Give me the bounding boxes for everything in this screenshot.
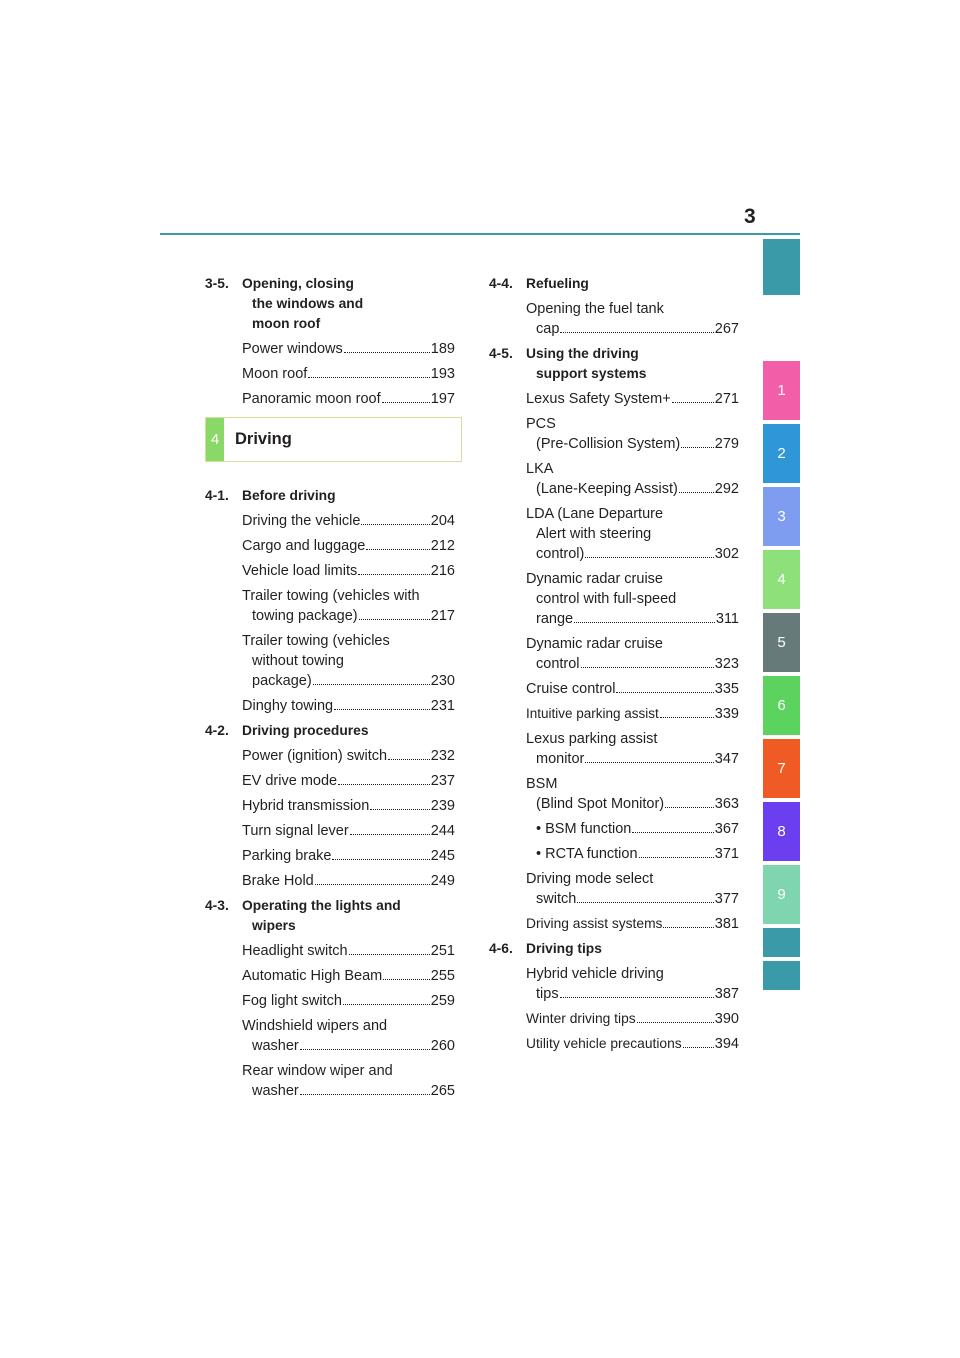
toc-entry-page: 335 <box>714 681 739 697</box>
side-tab-label: 6 <box>777 697 786 714</box>
toc-entry-title: Panoramic moon roof <box>242 391 381 407</box>
toc-entry-page: 371 <box>714 846 739 862</box>
dot-leader <box>332 859 429 860</box>
dot-leader <box>366 549 429 550</box>
dot-leader <box>334 709 430 710</box>
section-title: wipers <box>252 918 296 933</box>
dot-leader <box>637 1022 714 1023</box>
toc-entry-title: Winter driving tips <box>526 1011 636 1026</box>
toc-entry-title: BSM <box>526 776 558 792</box>
toc-entry-title: Trailer towing (vehicles with <box>242 588 420 604</box>
toc-entry-title: Trailer towing (vehicles <box>242 633 390 649</box>
side-tab-label: 9 <box>777 886 786 903</box>
toc-entry-title: Power (ignition) switch <box>242 748 388 764</box>
toc-entry[interactable] <box>242 1061 455 1101</box>
side-tab-9[interactable] <box>763 865 800 924</box>
dot-leader <box>358 574 430 575</box>
section-title: Refueling <box>526 276 589 291</box>
dot-leader <box>681 447 714 448</box>
toc-entry-title: Driving assist systems <box>526 916 663 931</box>
dot-leader <box>313 684 430 685</box>
toc-entry-title: Driving the vehicle <box>242 513 361 529</box>
toc-entry-title: Cargo and luggage <box>242 538 366 554</box>
dot-leader <box>577 902 714 903</box>
toc-entry[interactable] <box>242 821 455 841</box>
toc-entry[interactable] <box>242 389 455 409</box>
page-number: 3 <box>744 205 756 228</box>
toc-entry-title: Automatic High Beam <box>242 968 383 984</box>
toc-entry[interactable] <box>526 729 739 769</box>
toc-entry-page: 212 <box>430 538 455 554</box>
side-tab-label: 7 <box>777 760 786 777</box>
toc-entry-page: 251 <box>430 943 455 959</box>
toc-entry-title: PCS <box>526 416 556 432</box>
toc-entry-title: Fog light switch <box>242 993 342 1009</box>
toc-entry-page: 259 <box>430 993 455 1009</box>
toc-entry-title: Rear window wiper and <box>242 1063 393 1079</box>
toc-entry-page: 189 <box>430 341 455 357</box>
side-tab-6[interactable] <box>763 676 800 735</box>
side-tab-8[interactable] <box>763 802 800 861</box>
toc-entry-page: 237 <box>430 773 455 789</box>
toc-entry[interactable] <box>242 696 455 716</box>
section-heading-4-1 <box>205 486 455 506</box>
dot-leader <box>338 784 430 785</box>
dot-leader <box>382 402 430 403</box>
side-tab-bottom-1[interactable] <box>763 928 800 957</box>
toc-entry-title: Brake Hold <box>242 873 314 889</box>
toc-entry[interactable] <box>242 746 455 766</box>
toc-entry[interactable] <box>526 504 739 564</box>
dot-leader <box>581 667 714 668</box>
dot-leader <box>343 1004 430 1005</box>
dot-leader <box>574 622 715 623</box>
toc-entry[interactable] <box>242 339 455 359</box>
toc-entry[interactable] <box>242 846 455 866</box>
toc-entry-title: control <box>536 656 580 672</box>
toc-entry-title: Hybrid vehicle driving <box>526 966 664 982</box>
toc-entry-title: Cruise control <box>526 681 616 697</box>
toc-entry[interactable] <box>526 389 739 409</box>
toc-entry[interactable] <box>526 569 739 629</box>
toc-entry-title: control with full-speed <box>536 591 677 607</box>
toc-left-column <box>205 274 455 1106</box>
dot-leader <box>683 1047 714 1048</box>
toc-entry[interactable] <box>242 631 455 691</box>
toc-entry-title: Lexus parking assist <box>526 731 658 747</box>
toc-entry[interactable] <box>242 1016 455 1056</box>
toc-entry-title: Utility vehicle precautions <box>526 1036 682 1051</box>
dot-leader <box>672 402 714 403</box>
toc-entry-page: 390 <box>714 1011 739 1027</box>
toc-entry-page: 244 <box>430 823 455 839</box>
chapter-title: Driving <box>235 430 292 448</box>
dot-leader <box>350 834 430 835</box>
side-tab-bottom-2[interactable] <box>763 961 800 990</box>
toc-entry-page: 249 <box>430 873 455 889</box>
header-rule <box>160 233 800 235</box>
toc-entry-page: 230 <box>430 673 455 689</box>
section-title: Driving tips <box>526 941 602 956</box>
toc-entry-title: Windshield wipers and <box>242 1018 388 1034</box>
dot-leader <box>560 997 714 998</box>
toc-entry-title: Dynamic radar cruise <box>526 571 663 587</box>
toc-entry-page: 193 <box>430 366 455 382</box>
toc-entry[interactable] <box>242 536 455 556</box>
toc-entry-page: 216 <box>430 563 455 579</box>
side-tab-label: 5 <box>777 634 786 651</box>
toc-entry-title: Turn signal lever <box>242 823 349 839</box>
toc-entry-page: 271 <box>714 391 739 407</box>
dot-leader <box>639 857 714 858</box>
side-tab-7[interactable] <box>763 739 800 798</box>
toc-entry-page: 323 <box>714 656 739 672</box>
toc-entry[interactable] <box>526 679 739 699</box>
toc-entry-title: tips <box>536 986 559 1002</box>
dot-leader <box>665 807 714 808</box>
toc-entry-page: 339 <box>714 706 739 722</box>
toc-entry-title: without towing <box>252 653 344 669</box>
toc-entry[interactable] <box>242 966 455 986</box>
toc-entry-page: 260 <box>430 1038 455 1054</box>
toc-entry-title: Lexus Safety System+ <box>526 391 671 407</box>
toc-entry-page: 377 <box>714 891 739 907</box>
section-title: support systems <box>536 366 647 381</box>
toc-entry-title: control) <box>536 546 585 562</box>
dot-leader <box>370 809 429 810</box>
toc-entry[interactable] <box>526 704 739 724</box>
toc-entry[interactable] <box>526 774 739 814</box>
toc-entry-title: Dinghy towing <box>242 698 334 714</box>
toc-entry-title: Intuitive parking assist <box>526 706 659 721</box>
toc-entry-title: package) <box>252 673 312 689</box>
side-tab-5[interactable] <box>763 613 800 672</box>
toc-entry[interactable] <box>242 941 455 961</box>
toc-entry-title: monitor <box>536 751 585 767</box>
toc-entry-page: 292 <box>714 481 739 497</box>
toc-entry[interactable] <box>526 414 739 454</box>
side-tab-label: 8 <box>777 823 786 840</box>
toc-entry[interactable] <box>242 586 455 626</box>
section-number: 4-4. <box>489 276 513 291</box>
toc-entry-page: 347 <box>714 751 739 767</box>
toc-entry-page: 381 <box>714 916 739 932</box>
dot-leader <box>585 557 713 558</box>
section-heading-4-6 <box>489 939 739 959</box>
toc-entry-page: 267 <box>714 321 739 337</box>
side-tab-label: 1 <box>777 382 786 399</box>
toc-entry-page: 265 <box>430 1083 455 1099</box>
toc-entry[interactable] <box>526 869 739 909</box>
section-heading-4-5 <box>489 344 739 384</box>
toc-right-column <box>489 274 739 1059</box>
section-title: Driving procedures <box>242 723 369 738</box>
toc-entry[interactable] <box>242 871 455 891</box>
section-number: 4-3. <box>205 898 229 913</box>
section-number: 3-5. <box>205 276 229 291</box>
toc-entry-title: LKA <box>526 461 554 477</box>
dot-leader <box>300 1094 430 1095</box>
section-title: Operating the lights and <box>242 898 401 913</box>
section-number: 4-6. <box>489 941 513 956</box>
toc-entry[interactable] <box>526 844 739 864</box>
side-tab-4[interactable] <box>763 550 800 609</box>
toc-entry-title: Driving mode select <box>526 871 654 887</box>
section-title: Using the driving <box>526 346 639 361</box>
toc-entry[interactable] <box>526 914 739 934</box>
toc-entry[interactable] <box>242 561 455 581</box>
dot-leader <box>679 492 714 493</box>
dot-leader <box>388 759 430 760</box>
toc-entry[interactable] <box>242 771 455 791</box>
toc-entry-title: Hybrid transmission <box>242 798 370 814</box>
section-heading-4-2 <box>205 721 455 741</box>
toc-entry-title: Moon roof <box>242 366 308 382</box>
section-number: 4-2. <box>205 723 229 738</box>
dot-leader <box>660 717 714 718</box>
dot-leader <box>359 619 430 620</box>
dot-leader <box>383 979 430 980</box>
side-tab-1[interactable] <box>763 361 800 420</box>
dot-leader <box>349 954 430 955</box>
toc-entry[interactable] <box>526 964 739 1004</box>
section-title: moon roof <box>252 316 321 331</box>
dot-leader <box>616 692 713 693</box>
dot-leader <box>663 927 713 928</box>
dot-leader <box>308 377 430 378</box>
toc-entry[interactable] <box>242 364 455 384</box>
toc-entry-page: 387 <box>714 986 739 1002</box>
toc-entry-title: Vehicle load limits <box>242 563 358 579</box>
toc-entry-title: washer <box>252 1083 299 1099</box>
toc-entry-title: (Blind Spot Monitor) <box>536 796 665 812</box>
toc-entry-title: Headlight switch <box>242 943 348 959</box>
toc-entry-title: cap <box>536 321 560 337</box>
section-title: Opening, closing <box>242 276 354 291</box>
toc-entry-page: 367 <box>714 821 739 837</box>
dot-leader <box>585 762 713 763</box>
section-heading-3-5 <box>205 274 455 334</box>
toc-entry-page: 363 <box>714 796 739 812</box>
toc-entry[interactable] <box>242 991 455 1011</box>
toc-entry-title: • BSM function <box>536 821 632 837</box>
toc-entry-title: washer <box>252 1038 299 1054</box>
section-number: 4-1. <box>205 488 229 503</box>
toc-entry-title: (Lane-Keeping Assist) <box>536 481 678 497</box>
side-tab-label: 4 <box>777 571 786 588</box>
toc-entry-title: Parking brake <box>242 848 332 864</box>
toc-entry-title: Opening the fuel tank <box>526 301 664 317</box>
toc-entry[interactable] <box>242 511 455 531</box>
side-tab-label: 3 <box>777 508 786 525</box>
dot-leader <box>361 524 429 525</box>
side-tab-2[interactable] <box>763 424 800 483</box>
side-tab-top[interactable] <box>763 239 800 295</box>
toc-entry-page: 217 <box>430 608 455 624</box>
dot-leader <box>315 884 430 885</box>
toc-entry-title: switch <box>536 891 577 907</box>
toc-entry[interactable] <box>526 819 739 839</box>
toc-entry[interactable] <box>242 796 455 816</box>
toc-entry-page: 231 <box>430 698 455 714</box>
toc-entry-page: 197 <box>430 391 455 407</box>
toc-entry[interactable] <box>526 1034 739 1054</box>
toc-entry-page: 255 <box>430 968 455 984</box>
toc-entry-title: • RCTA function <box>536 846 638 862</box>
toc-entry[interactable] <box>526 1009 739 1029</box>
toc-entry-page: 204 <box>430 513 455 529</box>
dot-leader <box>560 332 713 333</box>
section-heading-4-4 <box>489 274 739 294</box>
dot-leader <box>300 1049 430 1050</box>
toc-entry-page: 311 <box>715 611 739 627</box>
toc-entry-page: 239 <box>430 798 455 814</box>
dot-leader <box>344 352 430 353</box>
toc-entry-title: Power windows <box>242 341 343 357</box>
toc-entry-page: 232 <box>430 748 455 764</box>
toc-entry[interactable] <box>526 634 739 674</box>
toc-entry-page: 245 <box>430 848 455 864</box>
section-heading-4-3 <box>205 896 455 936</box>
toc-entry-title: LDA (Lane Departure <box>526 506 664 522</box>
dot-leader <box>632 832 713 833</box>
toc-entry-title: towing package) <box>252 608 358 624</box>
toc-entry-title: EV drive mode <box>242 773 338 789</box>
toc-entry-page: 394 <box>714 1036 739 1052</box>
toc-entry[interactable] <box>526 459 739 499</box>
side-tab-label: 2 <box>777 445 786 462</box>
section-title: the windows and <box>252 296 364 311</box>
toc-entry-page: 279 <box>714 436 739 452</box>
toc-entry-title: (Pre-Collision System) <box>536 436 681 452</box>
chapter-number: 4 <box>206 418 224 461</box>
side-tab-3[interactable] <box>763 487 800 546</box>
toc-entry-title: Alert with steering <box>536 526 652 542</box>
toc-entry-page: 302 <box>714 546 739 562</box>
section-number: 4-5. <box>489 346 513 361</box>
chapter-heading[interactable] <box>205 417 462 462</box>
toc-entry[interactable] <box>526 299 739 339</box>
toc-entry-title: Dynamic radar cruise <box>526 636 663 652</box>
section-title: Before driving <box>242 488 336 503</box>
toc-entry-title: range <box>536 611 574 627</box>
